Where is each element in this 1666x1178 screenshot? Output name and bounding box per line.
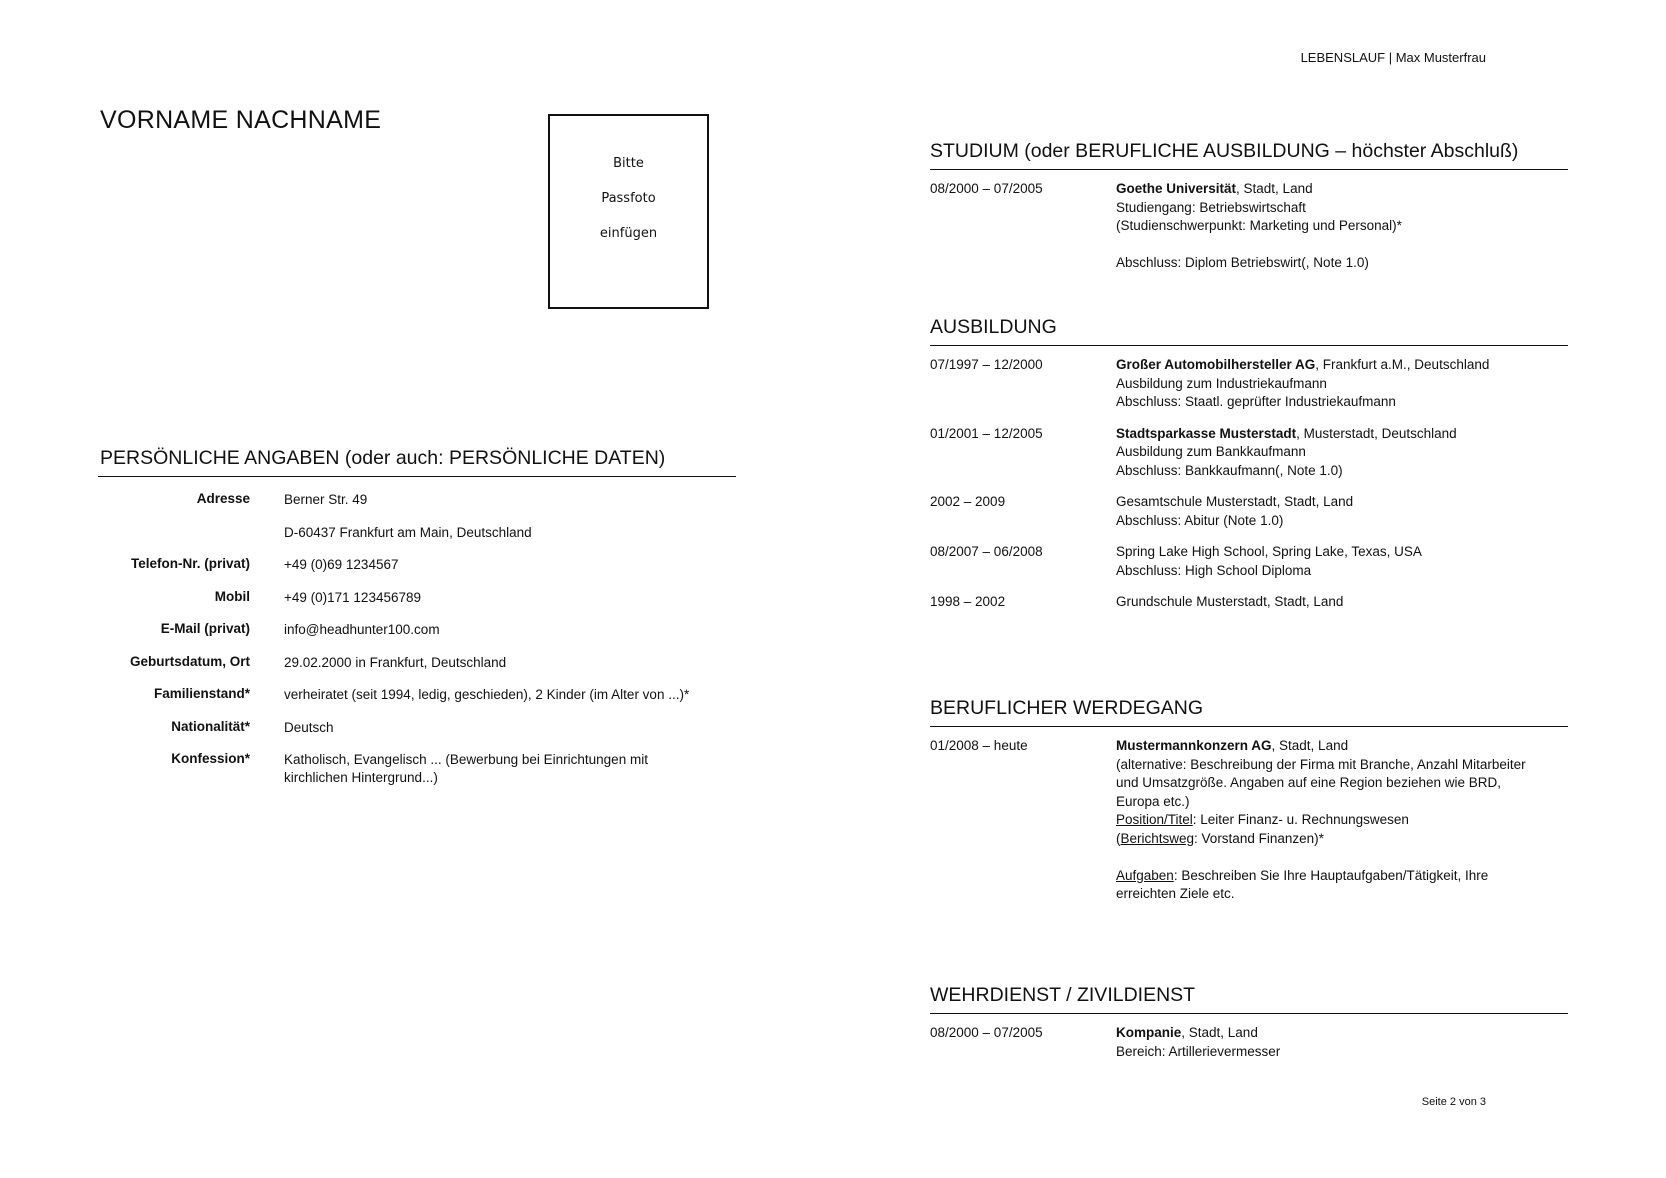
entry-date: 01/2008 – heute (930, 738, 1028, 753)
werdegang-section (930, 697, 1568, 917)
personal-row (98, 585, 736, 618)
personal-label: E-Mail (privat) (160, 621, 250, 636)
entry-line: Abschluss: Staatl. geprüfter Industriekaufmann (1116, 394, 1396, 409)
aufgaben-label: Aufgaben (1116, 867, 1174, 883)
position-label: Position/Titel (1116, 812, 1193, 827)
wehrdienst-entry (930, 1024, 1568, 1061)
wehrdienst-section-title: WEHRDIENST / ZIVILDIENST (930, 984, 1568, 1014)
ausbildung-section (930, 316, 1568, 625)
personal-value: verheiratet (seit 1994, ledig, geschieden), 2 Kinder (im Alter von ...)* (284, 687, 690, 702)
personal-value: +49 (0)69 1234567 (284, 557, 399, 572)
entry-line: und Umsatzgröße. Angaben auf eine Region beziehen wie BRD, (1116, 775, 1501, 790)
entry-line: Ausbildung zum Industriekaufmann (1116, 375, 1327, 391)
entry-unit: Kompanie (1116, 1025, 1182, 1040)
personal-row (98, 487, 736, 520)
werdegang-entry (930, 737, 1568, 904)
entry-institution: Grundschule Musterstadt, Stadt, Land (1116, 594, 1344, 609)
photo-text-line: einfügen (599, 226, 658, 241)
wehrdienst-section (930, 984, 1568, 1074)
entry-location: , Frankfurt a.M., Deutschland (1315, 357, 1490, 372)
entry-line: Ausbildung zum Bankkaufmann (1116, 444, 1306, 459)
entry-institution: Stadtsparkasse Musterstadt (1116, 425, 1297, 441)
entry-line: Abschluss: Bankkaufmann(, Note 1.0) (1116, 462, 1343, 478)
entry-date: 01/2001 – 12/2005 (930, 425, 1043, 441)
entry-date: 08/2000 – 07/2005 (930, 181, 1043, 196)
aufgaben-value: : Beschreiben Sie Ihre Hauptaufgaben/Tätigkeit, Ihre (1173, 867, 1489, 883)
personal-value: 29.02.2000 in Frankfurt, Deutschland (284, 654, 507, 670)
personal-value: Berner Str. 49 (284, 492, 368, 507)
entry-line: Abschluss: Abitur (Note 1.0) (1116, 512, 1284, 528)
email-value: info@headhunter100.com (284, 622, 440, 637)
ausbildung-entry (930, 593, 1568, 612)
personal-value: Katholisch, Evangelisch ... (Bewerbung bei Einrichtungen mit kirchlichen Hintergrund...) (284, 752, 648, 785)
personal-label: Nationalität* (171, 718, 250, 734)
entry-line: (Studienschwerpunkt: Marketing und Personal)* (1116, 218, 1402, 233)
personal-label (98, 520, 250, 553)
personal-label: Telefon-Nr. (privat) (130, 556, 250, 571)
entry-date: 08/2000 – 07/2005 (930, 1025, 1043, 1040)
entry-date: 1998 – 2002 (930, 594, 1006, 609)
photo-text-line: Passfoto (601, 191, 656, 206)
ausbildung-entry (930, 543, 1568, 580)
personal-section (98, 447, 736, 787)
entry-line: Abschluss: Diplom Betriebswirt(, Note 1.0) (1116, 255, 1369, 270)
personal-row (98, 747, 736, 787)
entry-institution: Großer Automobilhersteller AG (1116, 357, 1316, 372)
page-header: LEBENSLAUF | Max Musterfrau (1300, 50, 1486, 65)
entry-line: Abschluss: High School Diploma (1116, 562, 1312, 578)
personal-table (98, 487, 736, 787)
ausbildung-section-title: AUSBILDUNG (930, 316, 1568, 346)
page-number: Seite 2 von 3 (1421, 1096, 1486, 1108)
full-name-title: VORNAME NACHNAME (100, 106, 382, 134)
studium-section (930, 140, 1568, 286)
personal-row (98, 552, 736, 585)
ausbildung-entry (930, 356, 1568, 412)
personal-value: +49 (0)171 123456789 (284, 589, 421, 605)
entry-institution: Gesamtschule Musterstadt, Stadt, Land (1116, 494, 1354, 509)
studium-section-title: STUDIUM (oder BERUFLICHE AUSBILDUNG – höchster Abschluß) (930, 140, 1568, 170)
personal-row (98, 520, 736, 553)
personal-label: Mobil (214, 588, 250, 604)
ausbildung-entry (930, 493, 1568, 530)
entry-line: Bereich: Artillerievermesser (1116, 1043, 1281, 1059)
werdegang-section-title: BERUFLICHER WERDEGANG (930, 697, 1568, 727)
entry-line: erreichten Ziele etc. (1116, 886, 1235, 901)
studium-entry (930, 180, 1568, 273)
paren: ( (1116, 830, 1121, 846)
berichtsweg-value: : Vorstand Finanzen)* (1194, 830, 1324, 846)
entry-location: , Stadt, Land (1271, 738, 1349, 753)
personal-label: Geburtsdatum, Ort (129, 653, 250, 669)
entry-line: Studiengang: Betriebswirtschaft (1116, 199, 1306, 215)
personal-label: Adresse (196, 491, 250, 506)
entry-location: , Stadt, Land (1181, 1025, 1258, 1040)
personal-row (98, 682, 736, 715)
entry-line: (alternative: Beschreibung der Firma mit Branche, Anzahl Mitarbeiter (1116, 756, 1526, 772)
ausbildung-entry (930, 425, 1568, 481)
position-value: : Leiter Finanz- u. Rechnungswesen (1192, 812, 1409, 827)
entry-location: , Musterstadt, Deutschland (1296, 425, 1457, 441)
entry-line: Europa etc.) (1116, 793, 1190, 809)
personal-section-title: PERSÖNLICHE ANGABEN (oder auch: PERSÖNLICHE DATEN) (98, 447, 736, 477)
entry-date: 2002 – 2009 (930, 494, 1006, 509)
entry-date: 07/1997 – 12/2000 (930, 357, 1043, 372)
entry-location: , Stadt, Land (1236, 181, 1313, 196)
personal-row (98, 617, 736, 650)
personal-row (98, 715, 736, 748)
entry-institution: Spring Lake High School, Spring Lake, Texas, USA (1116, 544, 1422, 559)
personal-value: Deutsch (284, 719, 334, 735)
personal-label: Familienstand* (153, 686, 250, 701)
berichtsweg-label: Berichtsweg (1120, 830, 1195, 846)
personal-value: D-60437 Frankfurt am Main, Deutschland (284, 524, 532, 540)
personal-label: Konfession* (171, 751, 250, 766)
entry-date: 08/2007 – 06/2008 (930, 544, 1043, 559)
entry-company: Mustermannkonzern AG (1116, 738, 1272, 753)
photo-text-line: Bitte (613, 156, 644, 171)
entry-institution: Goethe Universität (1116, 181, 1237, 196)
personal-row (98, 650, 736, 683)
photo-placeholder (548, 114, 709, 309)
